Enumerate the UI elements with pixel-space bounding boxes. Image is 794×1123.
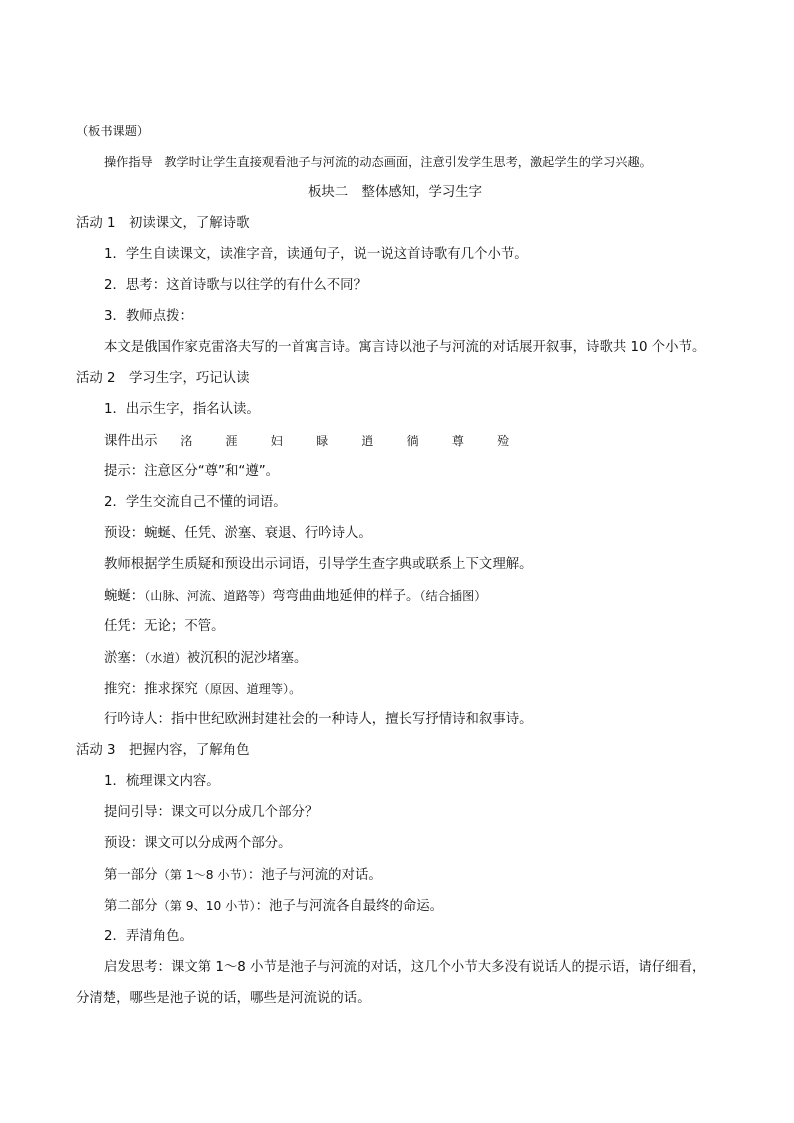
- character: 涯: [225, 434, 238, 448]
- operation-guide: [104, 154, 652, 170]
- term-tuijiu: [104, 681, 301, 698]
- term-note: （山脉、河流、道路等）: [144, 589, 273, 603]
- section-title: 板块二 整体感知，学习生字: [308, 185, 483, 200]
- activity3-title: 活动 3 把握内容，了解角色: [76, 743, 250, 758]
- term-word: 淤塞：: [104, 651, 145, 666]
- part-label: 第一部分: [104, 868, 158, 883]
- part-label: 第二部分: [104, 899, 158, 914]
- part-text: ：池子与河流各自最终的命运。: [255, 899, 444, 914]
- character: 睩: [316, 434, 329, 448]
- term-note: （水道）: [144, 651, 187, 665]
- question-guide: 提问引导：课文可以分成几个部分？: [104, 805, 319, 820]
- courseware-label: 课件出示: [104, 434, 158, 449]
- activity1-item-3: 3．教师点拨：: [104, 309, 193, 324]
- activity1-item-1: 1．学生自读课文，读准字音，读通句子，说一说这首诗歌有几个小节。: [104, 247, 528, 262]
- hint: 提示：注意区分“尊”和“遵”。: [104, 464, 280, 479]
- courseware-characters: [104, 433, 538, 450]
- part-note: （第 1～8 小节）: [157, 868, 248, 882]
- term-definition: 指中世纪欧洲封建社会的一种诗人，擅长写抒情诗和叙事诗。: [170, 712, 533, 727]
- activity3-item-1: 1．梳理课文内容。: [104, 774, 220, 789]
- operation-guide-label: 操作指导: [104, 155, 153, 169]
- term-definition: 被沉积的泥沙堵塞。: [186, 651, 308, 666]
- term-word: 推究：: [104, 682, 145, 697]
- inspire-line-2: 分清楚，哪些是池子说的话，哪些是河流说的话。: [76, 991, 371, 1006]
- part-one: [104, 867, 382, 884]
- term-word: 任凭：: [104, 619, 145, 634]
- teacher-guide: 教师根据学生质疑和预设出示词语，引导学生查字典或联系上下文理解。: [104, 557, 533, 572]
- character: 殓: [497, 434, 510, 448]
- activity2-title: 活动 2 学习生字，巧记认读: [76, 371, 250, 386]
- character: 尊: [451, 434, 464, 448]
- term-word: 蜿蜒：: [104, 589, 145, 604]
- term-extra: （结合插图）: [419, 589, 487, 603]
- activity2-item-1: 1．出示生字，指名认读。: [104, 402, 260, 417]
- term-word: 行吟诗人：: [104, 712, 171, 727]
- activity1-item-2: 2．思考：这首诗歌与以往学的有什么不同？: [104, 278, 367, 293]
- part-two: [104, 898, 443, 915]
- term-definition: 推求探究: [144, 682, 198, 697]
- part-note: （第 9、10 小节）: [157, 899, 256, 913]
- term-yuse: [104, 650, 307, 667]
- term-wanyan: [104, 588, 486, 605]
- character: 洺: [180, 434, 193, 448]
- activity3-item-2: 2．弄清角色。: [104, 929, 193, 944]
- activity3-preset: 预设：课文可以分成两个部分。: [104, 836, 292, 851]
- activity1-summary: 本文是俄国作家克雷洛夫写的一首寓言诗。寓言诗以池子与河流的对话展开叙事，诗歌共 10 个小节。: [104, 340, 706, 355]
- term-extra: （原因、道理等）。: [197, 682, 302, 696]
- character: 妇: [270, 434, 283, 448]
- term-definition: 无论；不管。: [144, 619, 225, 634]
- part-text: ：池子与河流的对话。: [247, 868, 382, 883]
- character: 逍: [361, 434, 374, 448]
- operation-guide-text: 教学时让学生直接观看池子与河流的动态画面，注意引发学生思考，激起学生的学习兴趣。: [164, 155, 652, 169]
- activity2-preset: 预设：蜿蜒、任凭、淤塞、衰退、行吟诗人。: [104, 526, 372, 541]
- term-definition: 弯弯曲曲地延伸的样子。: [272, 589, 420, 604]
- term-renping: [104, 619, 225, 635]
- term-xingyin-shiren: [104, 712, 533, 728]
- character: 徜: [406, 434, 419, 448]
- inspire-line-1: 启发思考：课文第 1～8 小节是池子与河流的对话，这几个小节大多没有说话人的提示语，请仔细看，: [104, 960, 706, 975]
- blackboard-note: （板书课题）: [76, 124, 150, 138]
- activity2-item-2: 2．学生交流自己不懂的词语。: [104, 495, 287, 510]
- activity1-title: 活动 1 初读课文，了解诗歌: [76, 216, 250, 231]
